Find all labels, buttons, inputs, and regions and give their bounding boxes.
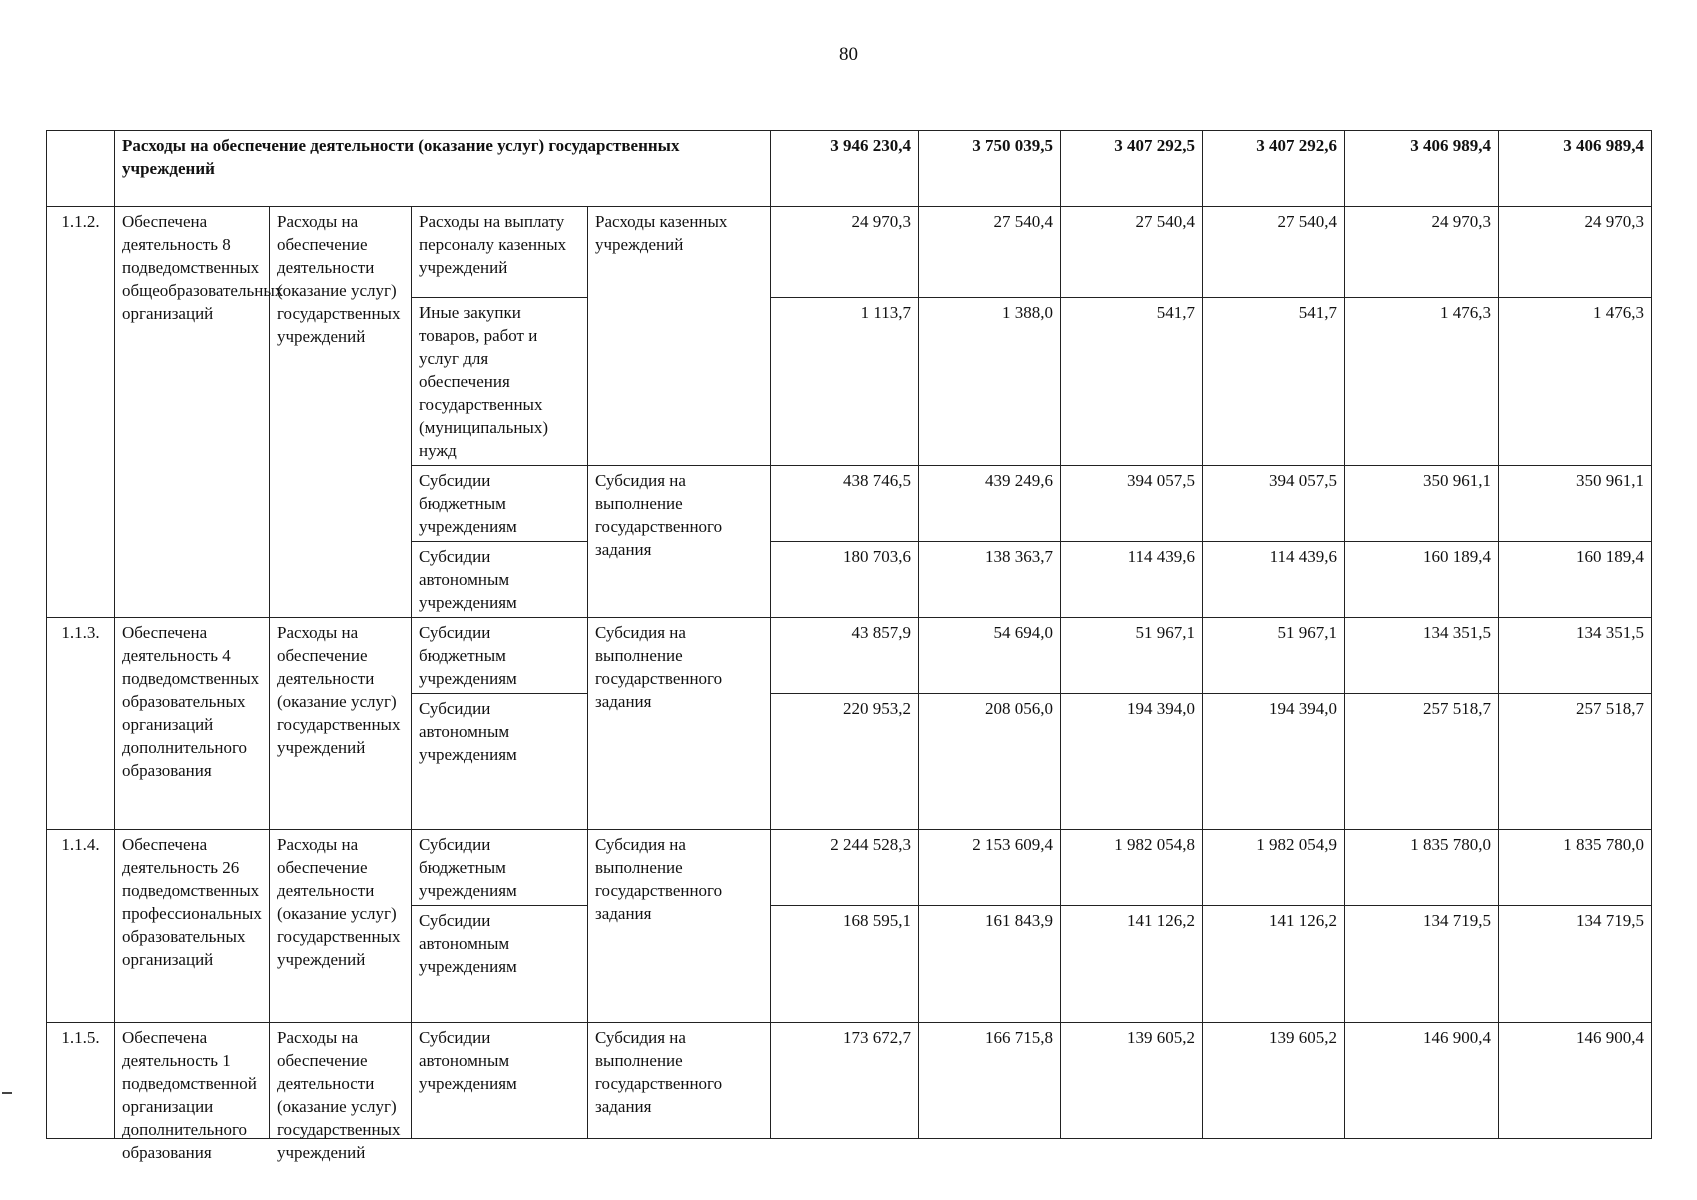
expense-type-text: Расходы на обеспечение деятельности (оказание услуг) государственных учреждений bbox=[277, 1028, 401, 1162]
result-cell bbox=[115, 1023, 270, 1162]
value-cell: 180 703,6 bbox=[771, 542, 919, 618]
value-cell: 208 056,0 bbox=[919, 694, 1061, 830]
value-cell: 194 394,0 bbox=[1061, 694, 1203, 830]
value-cell: 51 967,1 bbox=[1203, 618, 1345, 694]
summary-value: 3 406 989,4 bbox=[1345, 131, 1499, 207]
value-cell: 1 113,7 bbox=[771, 298, 919, 466]
value-cell: 394 057,5 bbox=[1061, 466, 1203, 542]
expense-type-cell: Расходы на обеспечение деятельности (оказание услуг) государственных учреждений bbox=[270, 618, 412, 830]
expense-type-cell: Расходы на обеспечение деятельности (оказание услуг) государственных учреждений bbox=[270, 830, 412, 1023]
expense-type-cell: Расходы на обеспечение деятельности (оказание услуг) государственных учреждений bbox=[270, 207, 412, 618]
value-cell: 134 351,5 bbox=[1345, 618, 1499, 694]
value-cell: 24 970,3 bbox=[1499, 207, 1652, 298]
value-cell: 438 746,5 bbox=[771, 466, 919, 542]
summary-value: 3 946 230,4 bbox=[771, 131, 919, 207]
value-cell: 257 518,7 bbox=[1345, 694, 1499, 830]
item-cell: Расходы на выплату персоналу казенных учреждений bbox=[412, 207, 588, 298]
value-cell: 1 476,3 bbox=[1345, 298, 1499, 466]
value-cell: 24 970,3 bbox=[1345, 207, 1499, 298]
value-cell: 350 961,1 bbox=[1499, 466, 1652, 542]
item-cell: Субсидии автономным учреждениям bbox=[412, 906, 588, 1023]
value-cell: 51 967,1 bbox=[1061, 618, 1203, 694]
value-cell: 43 857,9 bbox=[771, 618, 919, 694]
summary-value: 3 407 292,6 bbox=[1203, 131, 1345, 207]
value-cell: 541,7 bbox=[1203, 298, 1345, 466]
value-cell: 54 694,0 bbox=[919, 618, 1061, 694]
item-cell: Субсидии бюджетным учреждениям bbox=[412, 830, 588, 906]
value-cell: 1 835 780,0 bbox=[1499, 830, 1652, 906]
value-cell: 24 970,3 bbox=[771, 207, 919, 298]
source-cell: Субсидия на выполнение государственного задания bbox=[588, 830, 771, 1023]
table-row bbox=[47, 618, 1652, 694]
source-cell: Расходы казенных учреждений bbox=[588, 207, 771, 466]
row-code: 1.1.5. bbox=[47, 1023, 115, 1139]
value-cell: 134 351,5 bbox=[1499, 618, 1652, 694]
value-cell: 2 153 609,4 bbox=[919, 830, 1061, 906]
value-cell: 141 126,2 bbox=[1061, 906, 1203, 1023]
value-cell: 134 719,5 bbox=[1499, 906, 1652, 1023]
result-cell: Обеспечена деятельность 26 подведомственных профессиональных образовательных организаций bbox=[115, 830, 270, 1023]
value-cell: 439 249,6 bbox=[919, 466, 1061, 542]
value-cell: 114 439,6 bbox=[1203, 542, 1345, 618]
row-code: 1.1.3. bbox=[47, 618, 115, 830]
value-cell: 114 439,6 bbox=[1061, 542, 1203, 618]
budget-table bbox=[46, 130, 1652, 1162]
value-cell: 350 961,1 bbox=[1345, 466, 1499, 542]
value-cell: 2 244 528,3 bbox=[771, 830, 919, 906]
item-cell: Субсидии бюджетным учреждениям bbox=[412, 466, 588, 542]
value-cell: 161 843,9 bbox=[919, 906, 1061, 1023]
value-cell: 160 189,4 bbox=[1345, 542, 1499, 618]
summary-value: 3 407 292,5 bbox=[1061, 131, 1203, 207]
value-cell: 220 953,2 bbox=[771, 694, 919, 830]
empty-cell bbox=[47, 131, 115, 207]
scan-mark bbox=[2, 1092, 12, 1094]
summary-value: 3 406 989,4 bbox=[1499, 131, 1652, 207]
page-number: 80 bbox=[839, 44, 858, 65]
table-row bbox=[47, 207, 1652, 298]
value-cell: 541,7 bbox=[1061, 298, 1203, 466]
value-cell: 1 835 780,0 bbox=[1345, 830, 1499, 906]
value-cell: 138 363,7 bbox=[919, 542, 1061, 618]
value-cell: 168 595,1 bbox=[771, 906, 919, 1023]
value-cell: 166 715,8 bbox=[919, 1023, 1061, 1139]
value-cell: 1 982 054,9 bbox=[1203, 830, 1345, 906]
value-cell: 1 388,0 bbox=[919, 298, 1061, 466]
item-cell: Субсидии бюджетным учреждениям bbox=[412, 618, 588, 694]
value-cell: 141 126,2 bbox=[1203, 906, 1345, 1023]
value-cell: 160 189,4 bbox=[1499, 542, 1652, 618]
value-cell: 27 540,4 bbox=[1203, 207, 1345, 298]
result-cell: Обеспечена деятельность 4 подведомственных образовательных организаций дополнительного образования bbox=[115, 618, 270, 830]
value-cell: 257 518,7 bbox=[1499, 694, 1652, 830]
value-cell: 1 982 054,8 bbox=[1061, 830, 1203, 906]
row-code: 1.1.2. bbox=[47, 207, 115, 618]
summary-value: 3 750 039,5 bbox=[919, 131, 1061, 207]
value-cell: 194 394,0 bbox=[1203, 694, 1345, 830]
value-cell: 146 900,4 bbox=[1499, 1023, 1652, 1139]
value-cell: 394 057,5 bbox=[1203, 466, 1345, 542]
item-cell: Иные закупки товаров, работ и услуг для обеспечения государственных (муниципальных) нужд bbox=[412, 298, 588, 466]
value-cell: 134 719,5 bbox=[1345, 906, 1499, 1023]
item-cell: Субсидии автономным учреждениям bbox=[412, 542, 588, 618]
result-cell: Обеспечена деятельность 8 подведомственных общеобразовательных организаций bbox=[115, 207, 270, 618]
source-cell: Субсидия на выполнение государственного задания bbox=[588, 618, 771, 830]
summary-label: Расходы на обеспечение деятельности (оказание услуг) государственных учреждений bbox=[115, 131, 771, 207]
item-cell: Субсидии автономным учреждениям bbox=[412, 694, 588, 830]
source-cell: Субсидия на выполнение государственного задания bbox=[588, 466, 771, 618]
source-cell: Субсидия на выполнение государственного задания bbox=[588, 1023, 771, 1139]
table-row bbox=[47, 830, 1652, 906]
item-cell: Субсидии автономным учреждениям bbox=[412, 1023, 588, 1139]
value-cell: 173 672,7 bbox=[771, 1023, 919, 1139]
expense-type-cell bbox=[270, 1023, 412, 1162]
table-row bbox=[47, 1023, 1652, 1139]
value-cell: 139 605,2 bbox=[1203, 1023, 1345, 1139]
value-cell: 139 605,2 bbox=[1061, 1023, 1203, 1139]
value-cell: 146 900,4 bbox=[1345, 1023, 1499, 1139]
result-text: Обеспечена деятельность 1 подведомственной организации дополнительного образования bbox=[122, 1028, 257, 1162]
value-cell: 1 476,3 bbox=[1499, 298, 1652, 466]
value-cell: 27 540,4 bbox=[919, 207, 1061, 298]
summary-row bbox=[47, 131, 1652, 207]
value-cell: 27 540,4 bbox=[1061, 207, 1203, 298]
row-code: 1.1.4. bbox=[47, 830, 115, 1023]
